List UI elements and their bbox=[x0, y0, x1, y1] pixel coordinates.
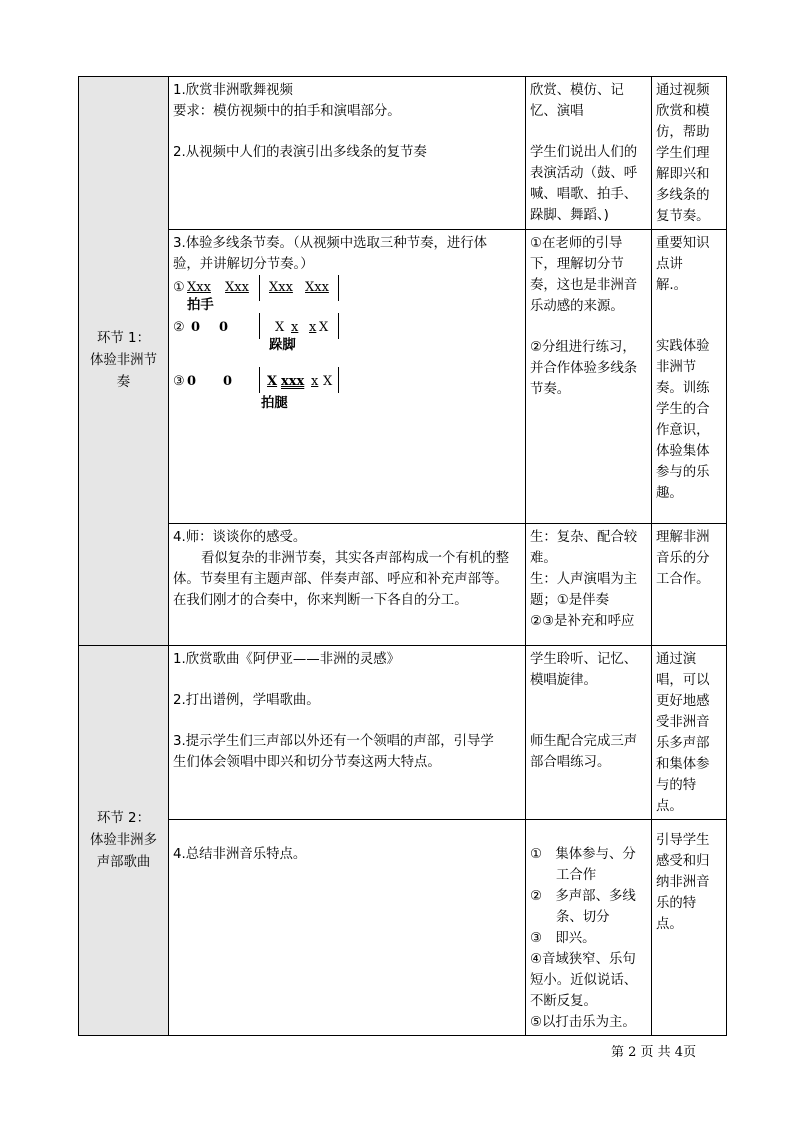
segment2-row2-intent: 引导学生 感受和归 纳非洲音 乐的特 点。 bbox=[652, 820, 727, 1036]
rhythm-label-clap: 拍手 bbox=[187, 298, 214, 313]
rhythm-note: Xxx bbox=[225, 280, 249, 295]
segment2-label: 环节 2： 体验非洲多 声部歌曲 bbox=[79, 646, 169, 1036]
segment2-row1-intent: 通过演 唱，可以 更好地感 受非洲音 乐多声部 和集体参 与的特 点。 bbox=[652, 646, 727, 820]
list-item: ⑤以打击乐为主。 bbox=[530, 1015, 636, 1030]
segment1-row3-student: 生：复杂、配合较 难。 生：人声演唱为主 题；①是伴奏 ②③是补充和呼应 bbox=[526, 524, 652, 646]
list-item: ③ 即兴。 bbox=[530, 931, 596, 946]
segment1-row1 bbox=[79, 77, 727, 230]
list-item: ② 多声部、多线条、切分 bbox=[530, 889, 636, 925]
segment1-row3 bbox=[79, 524, 727, 646]
rhythm-note: Xxx bbox=[305, 280, 329, 295]
segment1-row2-student: ①在老师的引导 下，理解切分节 奏，这也是非洲音 乐动感的来源。 ②分组进行练习， 并合作体验多线条 节奏。 bbox=[526, 230, 652, 524]
segment1-label: 环节 1： 体验非洲节 奏 bbox=[79, 77, 169, 646]
segment1-row3-content: 4.师：谈谈你的感受。 看似复杂的非洲节奏，其实各声部构成一个有机的整体。节奏里有主题声部、伴奏声部、呼应和补充声部等。在我们刚才的合奏中，你来判断一下各自的分工。 bbox=[169, 524, 526, 646]
rhythm-label-stomp: 跺脚 bbox=[269, 338, 296, 353]
segment1-row2-content: 3.体验多线条节奏。（从视频中选取三种节奏，进行体 验，并讲解切分节奏。） ① Xxx Xxx Xxx Xxx 拍手 ② 0 0 X x x X 跺脚 ③ 0 0 X xxx x X 拍腿 bbox=[169, 230, 526, 524]
segment1-row1-intent: 通过视频 欣赏和模 仿，帮助 学生们理 解即兴和 多线条的 复节奏。 bbox=[652, 77, 727, 230]
segment2-row2-student bbox=[526, 820, 652, 1036]
list-item: ④音域狭窄、乐句短小。近似说话、不断反复。 bbox=[530, 952, 638, 1009]
rhythm-label-thigh: 拍腿 bbox=[261, 396, 288, 411]
lesson-plan-table bbox=[78, 76, 727, 1036]
rhythm-notation: ① Xxx Xxx Xxx Xxx 拍手 ② 0 0 X x x X 跺脚 ③ 0 0 X xxx x X 拍腿 bbox=[173, 275, 521, 423]
segment1-row3-intent: 理解非洲 音乐的分 工合作。 bbox=[652, 524, 727, 646]
segment1-row2-intent: 重要知识 点讲 解.。 实践体验 非洲节 奏。训练 学生的合 作意识， 体验集体 参与的乐 趣。 bbox=[652, 230, 727, 524]
segment2-row2-content: 4.总结非洲音乐特点。 bbox=[169, 820, 526, 1036]
segment2-row1 bbox=[79, 646, 727, 820]
segment1-row1-content: 1.欣赏非洲歌舞视频 要求：模仿视频中的拍手和演唱部分。 2.从视频中人们的表演引出多线条的复节奏 bbox=[169, 77, 526, 230]
segment2-row2 bbox=[79, 820, 727, 1036]
segment2-row1-student: 学生聆听、记忆、 模唱旋律。 师生配合完成三声 部合唱练习。 bbox=[526, 646, 652, 820]
rhythm-note: Xxx bbox=[269, 280, 293, 295]
page-number: 第 2 页 共 4页 bbox=[611, 1045, 697, 1060]
segment1-row2 bbox=[79, 230, 727, 524]
segment2-row1-content: 1.欣赏歌曲《阿伊亚——非洲的灵感》 2.打出谱例，学唱歌曲。 3.提示学生们三声部以外还有一个领唱的声部，引导学 生们体会领唱中即兴和切分节奏这两大特点。 bbox=[169, 646, 526, 820]
list-item: ① 集体参与、分工合作 bbox=[530, 847, 636, 883]
segment1-row1-student: 欣赏、模仿、记 忆、演唱 学生们说出人们的 表演活动（鼓、呼 喊、唱歌、拍手、 跺脚、舞蹈、) bbox=[526, 77, 652, 230]
rhythm-note: Xxx bbox=[187, 280, 211, 295]
